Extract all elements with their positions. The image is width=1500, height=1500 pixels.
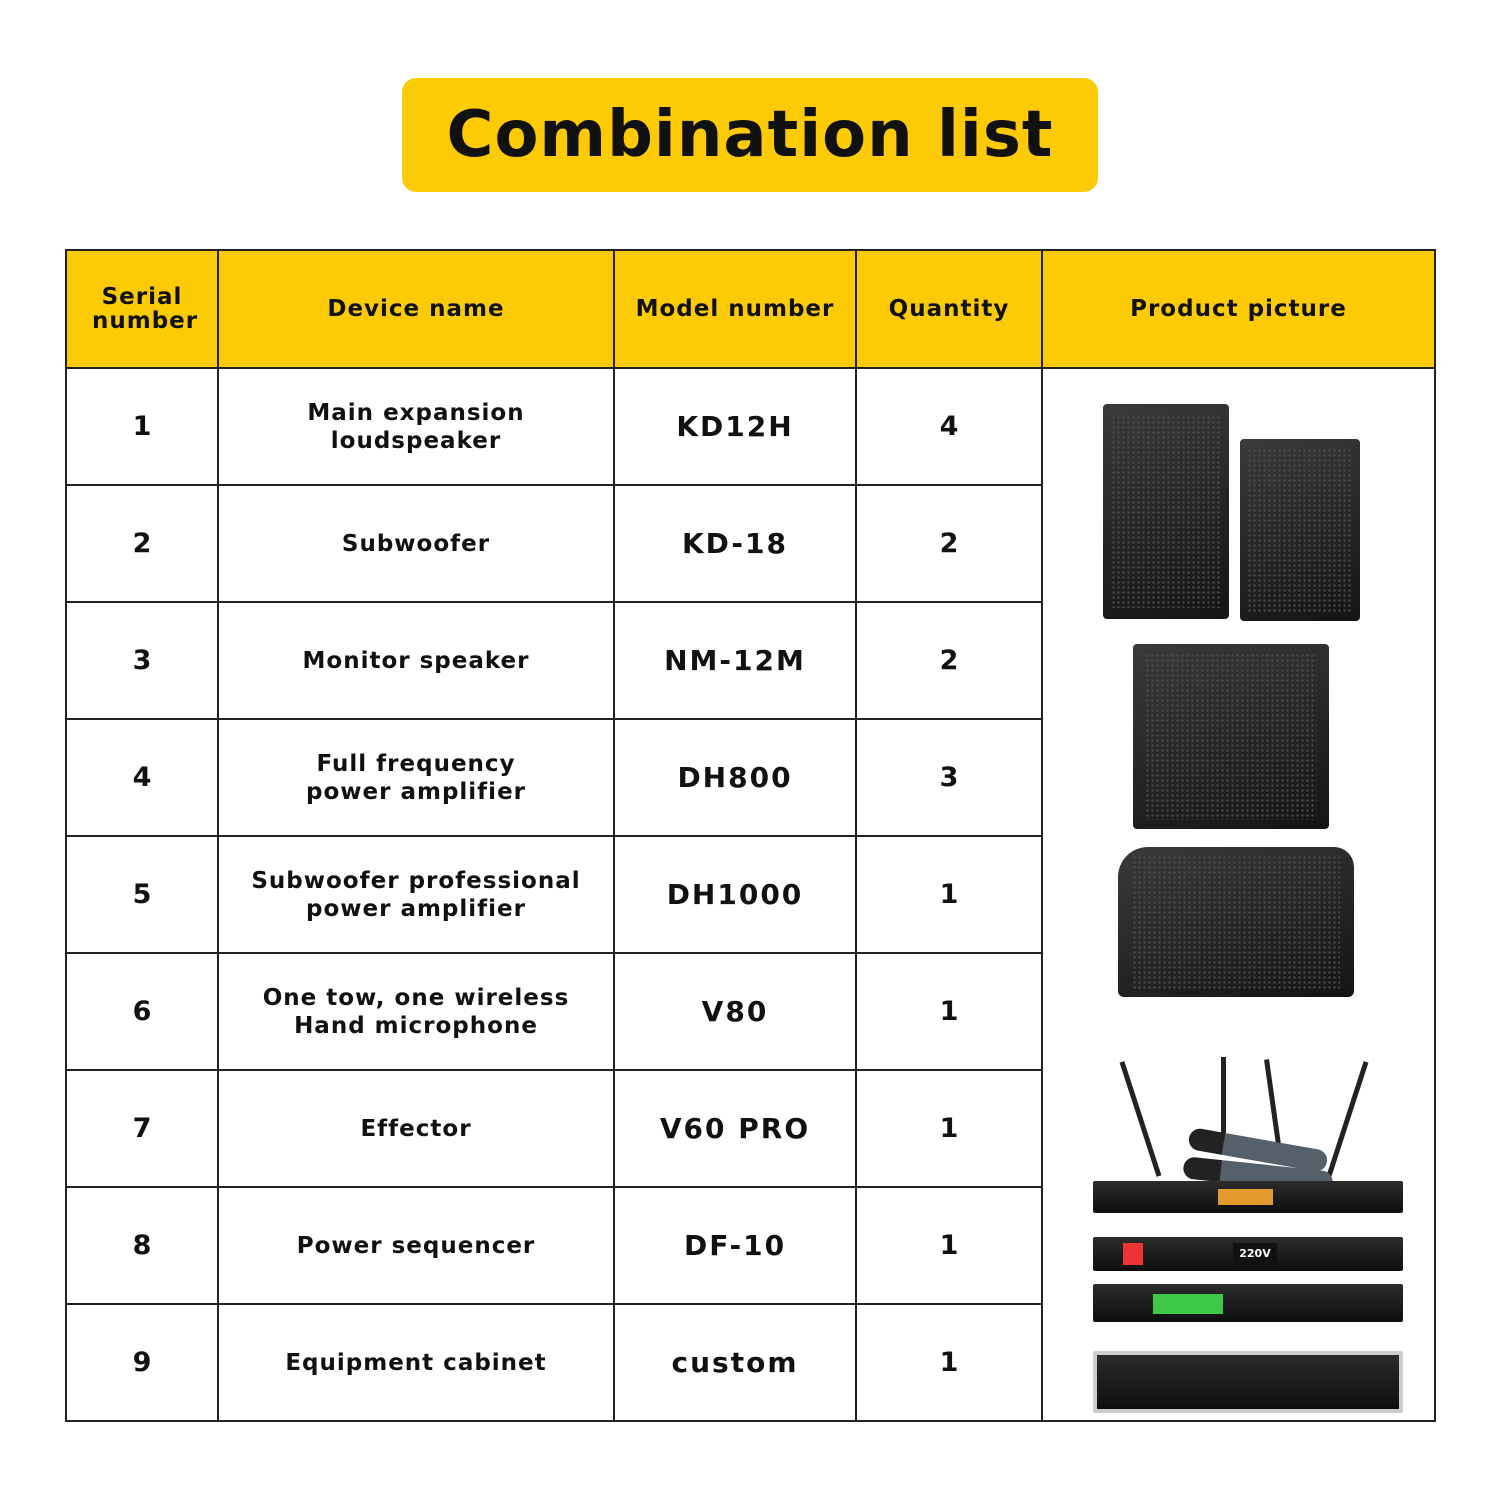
device-cell: Effector (218, 1070, 614, 1187)
serial-cell: 9 (66, 1304, 218, 1421)
serial-cell: 2 (66, 485, 218, 602)
header-device: Device name (218, 250, 614, 368)
device-cell: Subwoofer (218, 485, 614, 602)
main-loudspeaker-image (1240, 439, 1360, 621)
main-loudspeaker-image (1103, 404, 1229, 619)
serial-cell: 3 (66, 602, 218, 719)
microphone-antenna-icon (1327, 1061, 1369, 1177)
device-cell: Subwoofer professional power amplifier (218, 836, 614, 953)
quantity-cell: 1 (856, 1304, 1042, 1421)
effector-image (1093, 1284, 1403, 1322)
model-cell: NM-12M (614, 602, 856, 719)
quantity-cell: 4 (856, 368, 1042, 485)
header-picture: Product picture (1042, 250, 1435, 368)
model-cell: custom (614, 1304, 856, 1421)
model-cell: V80 (614, 953, 856, 1070)
quantity-cell: 1 (856, 1187, 1042, 1304)
monitor-speaker-image (1118, 847, 1354, 997)
quantity-cell: 1 (856, 953, 1042, 1070)
table-row (66, 368, 1435, 485)
serial-cell: 5 (66, 836, 218, 953)
device-cell: Power sequencer (218, 1187, 614, 1304)
product-picture-cell (1042, 368, 1435, 1421)
serial-cell: 7 (66, 1070, 218, 1187)
device-cell: Full frequency power amplifier (218, 719, 614, 836)
quantity-cell: 2 (856, 485, 1042, 602)
combination-table (65, 249, 1436, 1422)
quantity-cell: 2 (856, 602, 1042, 719)
quantity-cell: 3 (856, 719, 1042, 836)
quantity-cell: 1 (856, 836, 1042, 953)
header-row (66, 250, 1435, 368)
serial-cell: 6 (66, 953, 218, 1070)
device-cell: Equipment cabinet (218, 1304, 614, 1421)
page-title: Combination list (446, 98, 1054, 172)
power-amplifier-image (1093, 1351, 1403, 1413)
title-banner (402, 78, 1098, 192)
wireless-microphone-receiver-image (1093, 1181, 1403, 1213)
subwoofer-image (1133, 644, 1329, 829)
model-cell: KD12H (614, 368, 856, 485)
serial-cell: 8 (66, 1187, 218, 1304)
header-model: Model number (614, 250, 856, 368)
device-cell: Main expansion loudspeaker (218, 368, 614, 485)
model-cell: DH800 (614, 719, 856, 836)
model-cell: KD-18 (614, 485, 856, 602)
model-cell: V60 PRO (614, 1070, 856, 1187)
device-cell: One tow, one wireless Hand microphone (218, 953, 614, 1070)
device-cell: Monitor speaker (218, 602, 614, 719)
model-cell: DH1000 (614, 836, 856, 953)
header-serial: Serial number (66, 250, 218, 368)
quantity-cell: 1 (856, 1070, 1042, 1187)
header-quantity: Quantity (856, 250, 1042, 368)
serial-cell: 4 (66, 719, 218, 836)
microphone-antenna-icon (1120, 1061, 1162, 1177)
serial-cell: 1 (66, 368, 218, 485)
model-cell: DF-10 (614, 1187, 856, 1304)
power-sequencer-image: 220V (1093, 1237, 1403, 1271)
